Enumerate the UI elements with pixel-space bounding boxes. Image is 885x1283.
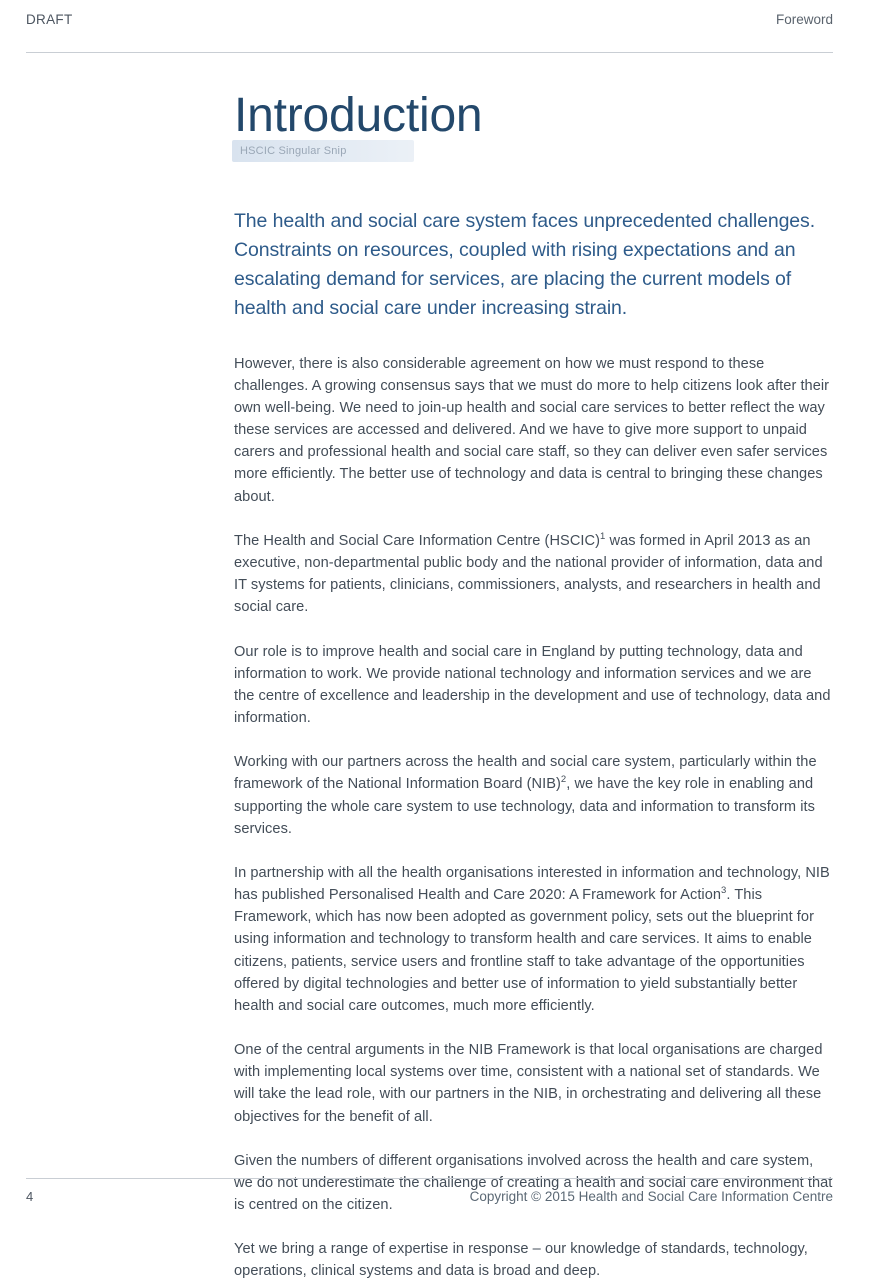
watermark-overlay: HSCIC Singular Snip [232,140,414,162]
lead-paragraph: The health and social care system faces unprecedented challenges. Constraints on resources, coupled with rising expectations and an escalating demand for services, are placing the current models of health and social care under increasing strain. [234,210,816,319]
body-paragraph: Our role is to improve health and social care in England by putting technology, data and information to work. We provide national technology and information services and we are the centre of excellence and leadership in the development and use of technology, data and information. [234,643,831,727]
page-number: 4 [26,1189,34,1204]
body-paragraph-nib [234,751,834,840]
copyright-notice: Copyright © 2015 Health and Social Care Information Centre [469,1189,833,1204]
footnote-marker-1: 1 [600,530,606,542]
body-paragraph: Given the numbers of different organisations involved across the health and care system, we do not underestimate the challenge of creating a health and social care environment that is centred on the citizen. [234,1152,833,1214]
paragraph-text-after: , we have the key role in enabling and supporting the whole care system to use technology, data and information to transform its services. [234,776,815,837]
body-paragraph: However, there is also considerable agreement on how we must respond to these challenges. A growing consensus says that we must do more to help citizens look after their own well-being. We need to join-up health and social care services to better reflect the way these services are accessed and delivered. And we have to give more support to unpaid carers and professional health and social care staff, so they can deliver even safer services more efficiently. The better use of technology and data is central to bringing these changes about. [234,355,830,505]
footnote-marker-3: 3 [721,885,727,897]
body-paragraph-framework [234,862,834,1017]
paragraph-text-before: Working with our partners across the health and social care system, particularly within the framework of the National Information Board (NIB) [234,754,817,793]
page-footer [26,1178,833,1204]
paragraph-text-before: In partnership with all the health organisations interested in information and technology, NIB has published Personalised Health and Care 2020: A Framework for Action [234,864,830,904]
page-header [26,12,833,53]
body-paragraph: One of the central arguments in the NIB Framework is that local organisations are charged with implementing local systems over time, consistent with a national set of standards. We will take the lead role, with our partners in the NIB, in orchestrating and delivering all these objectives for the benefit of all. [234,1042,823,1125]
body-paragraph: Yet we bring a range of expertise in response – our knowledge of standards, technology, operations, clinical systems and data is broad and deep. [234,1241,808,1280]
paragraph-text-after: was formed in April 2013 as an executive, non-departmental public body and the national provider of information, data and IT systems for patients, clinicians, commissioners, analysts, and researchers in health and social care. [234,532,823,616]
paragraph-text-before: The Health and Social Care Information Centre (HSCIC) [234,532,601,549]
body-paragraph-hscic [234,530,834,619]
footnote-marker-2: 2 [560,774,567,786]
paragraph-text-after: . This Framework, which has now been adopted as government policy, sets out the blueprint for using information and technology to transform health and care services. It aims to enable citizens, patients, service users and frontline staff to take advantage of the opportunities offered by digital technologies and better use of information to yield substantially better health and social care outcomes, much more efficiently. [234,887,814,1014]
header-draft-label: DRAFT [26,12,73,27]
page-title: Introduction [234,89,483,142]
header-section-label: Foreword [775,12,833,27]
document-content [234,88,834,1283]
